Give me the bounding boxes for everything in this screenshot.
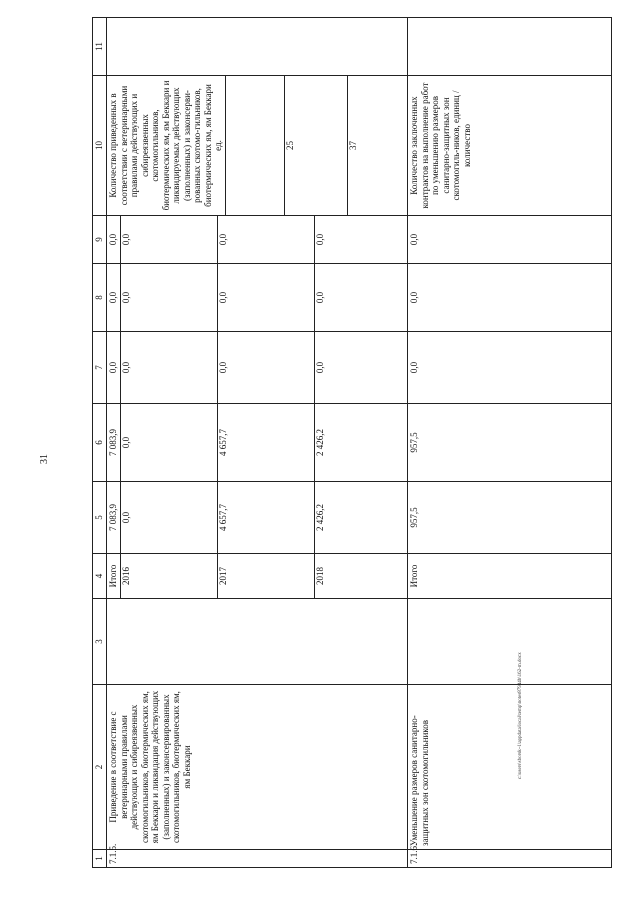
year-label: 2016 [120, 554, 217, 598]
value-cell-5 [107, 482, 408, 554]
year-value: 4 657,7 [217, 404, 314, 481]
program-table [92, 17, 612, 868]
year-value: 0,0 [120, 332, 217, 403]
total-value: 0,0 [408, 264, 612, 332]
total-value: 957,5 [408, 404, 612, 482]
header-cell: 10 [93, 76, 107, 216]
indicator-text: Количество заключенных контрактов на выполнение работ по уменьшению размеров санитарно-защитных зон скотомогиль-ников, единиц / количество [408, 76, 612, 216]
row-description: Уменьшение размеров санитарно-защитных зон скотомогильников [408, 685, 612, 850]
total-value: 0,0 [108, 361, 118, 374]
header-cell: 6 [93, 404, 107, 482]
header-cell: 11 [93, 18, 107, 76]
year-cell [107, 554, 408, 599]
total-value: 0,0 [108, 291, 118, 304]
table-row [408, 18, 612, 868]
header-cell: 2 [93, 685, 107, 850]
year-value: 0,0 [217, 332, 314, 403]
total-value: 957,5 [408, 482, 612, 554]
rotated-table-wrapper [92, 18, 612, 868]
total-value: 0,0 [108, 233, 118, 246]
row-number: 7.1.6. [408, 850, 612, 868]
row-executor [107, 599, 408, 685]
year-label: 2018 [314, 567, 325, 585]
total-value: 0,0 [408, 332, 612, 404]
header-cell: 3 [93, 599, 107, 685]
year-value: 0,0 [314, 361, 325, 374]
total-value: 7 083,9 [108, 429, 118, 456]
value-cell-7 [107, 332, 408, 404]
document-sheet [92, 18, 612, 868]
indicator-text: Количество приведенных в соответствии с ветеринарными правилами действующих и сибиреязвенных скотомогильников, биотермических ям, ям Беккари и ликвидируемых действующих (заполненных) и законсерви-рованных скотомо-гильников, биотермических ям, ям Беккари ед. [108, 80, 223, 211]
header-cell: 4 [93, 554, 107, 599]
indicator-cell [107, 76, 408, 216]
row-number: 7.1.5. [107, 850, 408, 868]
row-note [107, 18, 408, 76]
year-value: 0,0 [120, 404, 217, 481]
row-note [408, 18, 612, 76]
value-cell-6 [107, 404, 408, 482]
year-value: 0,0 [314, 233, 325, 246]
year-label: 2017 [217, 554, 314, 598]
header-cell: 5 [93, 482, 107, 554]
value-cell-9 [107, 216, 408, 264]
year-value: 0,0 [217, 264, 314, 331]
year-value: 0,0 [314, 291, 325, 304]
year-value: 37 [347, 141, 358, 150]
year-value: 25 [285, 76, 347, 215]
table-row [107, 18, 408, 868]
year-value: 2 426,2 [314, 429, 325, 456]
row-executor [408, 599, 612, 685]
header-row [93, 18, 107, 868]
row-description: Приведение в соответствие с ветеринарными правилами действующих и сибиреязвенных скотомогильников, биотермических ям, ям Беккари и ликвидация действующих (заполненных) и законсервированных скотомогильников, биотермических ям, ям Беккари [107, 685, 408, 850]
year-value: 2 426,2 [314, 504, 325, 531]
file-path: c:\users\sborsk~1\appdata\local\temp\notes87944b\162-m.docx [518, 652, 523, 779]
total-label: Итого [408, 554, 612, 599]
page-number: 31 [39, 454, 50, 464]
total-value: 7 083,9 [108, 504, 118, 531]
year-value: 0,0 [120, 482, 217, 553]
year-value: 0,0 [120, 264, 217, 331]
header-cell: 1 [93, 850, 107, 868]
year-value: 0,0 [120, 216, 217, 263]
year-value: 0,0 [217, 216, 314, 263]
total-value: 0,0 [408, 216, 612, 264]
total-label: Итого [108, 564, 118, 588]
value-cell-8 [107, 264, 408, 332]
year-value [225, 76, 285, 215]
header-cell: 8 [93, 264, 107, 332]
header-cell: 9 [93, 216, 107, 264]
year-value: 4 657,7 [217, 482, 314, 553]
header-cell: 7 [93, 332, 107, 404]
